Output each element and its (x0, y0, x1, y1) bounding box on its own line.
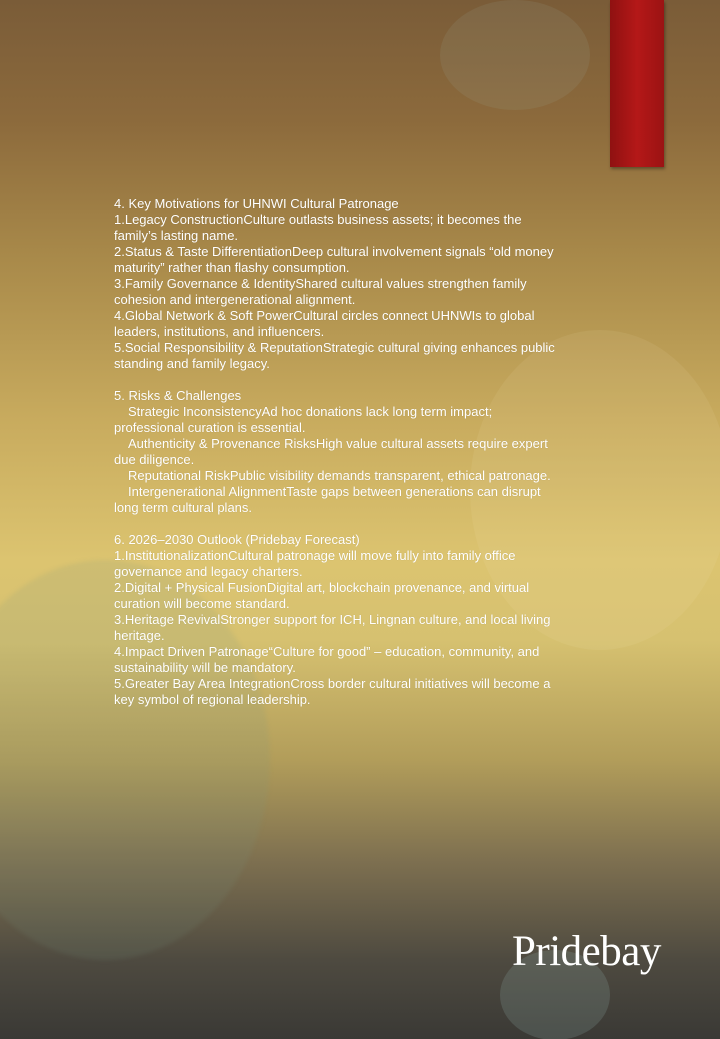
list-item: 2.Status & Taste DifferentiationDeep cultural involvement signals “old money maturity” rather than flashy consumption. (114, 244, 554, 275)
list-item: 5.Social Responsibility & ReputationStrategic cultural giving enhances public standing and family legacy. (114, 340, 555, 371)
list-item: 3.Heritage RevivalStronger support for ICH, Lingnan culture, and local living heritage. (114, 612, 551, 643)
section-heading: 5. Risks & Challenges (114, 388, 242, 403)
section-heading: 6. 2026–2030 Outlook (Pridebay Forecast) (114, 532, 360, 547)
section-motivations (114, 196, 564, 372)
list-item (114, 404, 564, 436)
list-item-text: Strategic InconsistencyAd hoc donations lack long term impact; professional curation is essential. (114, 404, 493, 435)
list-item (114, 484, 564, 516)
brand-logo: Pridebay (512, 928, 661, 975)
section-risks (114, 388, 564, 516)
list-item: 3.Family Governance & IdentityShared cultural values strengthen family cohesion and intergenerational alignment. (114, 276, 527, 307)
list-item (114, 468, 564, 484)
section-heading: 4. Key Motivations for UHNWI Cultural Patronage (114, 196, 399, 211)
background-glow (440, 0, 590, 110)
list-item-text: Reputational RiskPublic visibility demands transparent, ethical patronage. (128, 468, 551, 483)
list-item: 5.Greater Bay Area IntegrationCross border cultural initiatives will become a key symbol of regional leadership. (114, 676, 551, 707)
list-item: 2.Digital + Physical FusionDigital art, blockchain provenance, and virtual curation will become standard. (114, 580, 530, 611)
list-item (114, 436, 564, 468)
list-item: 1.InstitutionalizationCultural patronage will move fully into family office governance and legacy charters. (114, 548, 516, 579)
document-body (114, 196, 564, 724)
list-item: 4.Impact Driven Patronage“Culture for good” – education, community, and sustainability will be mandatory. (114, 644, 540, 675)
list-item-text: Authenticity & Provenance RisksHigh value cultural assets require expert due diligence. (114, 436, 548, 467)
red-bookmark-ribbon (610, 0, 664, 167)
list-item-text: Intergenerational AlignmentTaste gaps between generations can disrupt long term cultural plans. (114, 484, 541, 515)
list-item: 1.Legacy ConstructionCulture outlasts business assets; it becomes the family’s lasting name. (114, 212, 522, 243)
section-outlook (114, 532, 564, 708)
list-item: 4.Global Network & Soft PowerCultural circles connect UHNWIs to global leaders, institutions, and influencers. (114, 308, 535, 339)
